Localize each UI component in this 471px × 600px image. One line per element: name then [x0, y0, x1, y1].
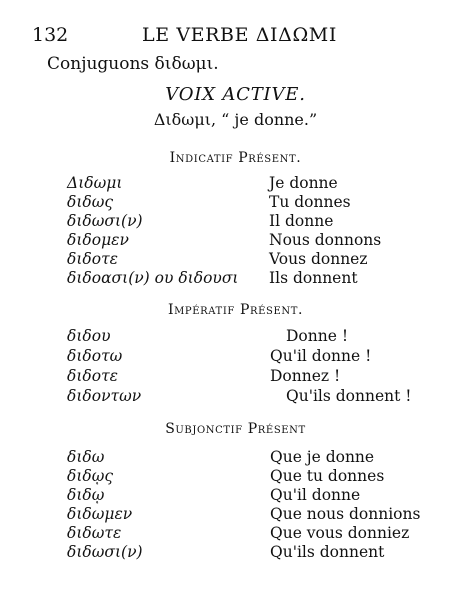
conjugation-row	[0, 505, 471, 525]
french-translation: Ils donnent	[269, 269, 358, 287]
greek-form: διδωσι(ν)	[67, 543, 143, 561]
french-translation: Tu donnes	[269, 193, 351, 211]
french-translation: Je donne	[269, 174, 338, 192]
intro-line: Conjuguons διδωμι.	[47, 54, 219, 74]
greek-form: διδω	[67, 448, 105, 466]
greek-form: διδως	[67, 193, 114, 211]
french-translation: Qu'ils donnent !	[286, 387, 412, 405]
conjugation-row	[0, 193, 471, 213]
greek-form: διδου	[67, 327, 111, 345]
french-translation: Que vous donniez	[270, 524, 410, 542]
conjugation-row	[0, 448, 471, 468]
conjugation-row	[0, 347, 471, 367]
french-translation: Il donne	[269, 212, 334, 230]
french-translation: Donnez !	[270, 367, 341, 385]
page-number: 132	[32, 24, 69, 46]
conjugation-row	[0, 231, 471, 251]
greek-form: διδωτε	[67, 524, 122, 542]
greek-form: διδωσι(ν)	[67, 212, 143, 230]
conjugation-row	[0, 367, 471, 387]
page-header	[32, 24, 442, 50]
conjugation-row	[0, 524, 471, 544]
greek-form: διδομεν	[67, 231, 129, 249]
french-translation: Donne !	[286, 327, 349, 345]
conjugation-row	[0, 486, 471, 506]
conjugation-row	[0, 174, 471, 194]
conjugation-row	[0, 269, 471, 289]
french-translation: Vous donnez	[269, 250, 368, 268]
greek-form: διδωμεν	[67, 505, 133, 523]
greek-form: διδοασι(ν) ου διδουσι	[67, 269, 239, 287]
conjugation-row	[0, 327, 471, 347]
french-translation: Qu'ils donnent	[270, 543, 385, 561]
conjugation-row	[0, 467, 471, 487]
french-translation: Que tu donnes	[270, 467, 385, 485]
french-translation: Que nous donnions	[270, 505, 421, 523]
running-title: LE VERBE ΔΙΔΩΜΙ	[142, 24, 337, 46]
french-translation: Nous donnons	[269, 231, 382, 249]
greek-form: Διδωμι	[67, 174, 123, 192]
conjugation-row	[0, 543, 471, 563]
section-heading-indicatif: Indicatif Présent.	[169, 150, 302, 166]
conjugation-row	[0, 212, 471, 232]
french-translation: Qu'il donne !	[270, 347, 372, 365]
greek-form: διδῳς	[67, 467, 114, 485]
conjugation-row	[0, 250, 471, 270]
section-heading-imperatif: Impératif Présent.	[167, 302, 304, 318]
greek-form: διδοτω	[67, 347, 123, 365]
example-line: Διδωμι, “ je donne.”	[153, 110, 318, 129]
french-translation: Que je donne	[270, 448, 375, 466]
section-heading-subjonctif: Subjonctif Présent	[165, 421, 306, 437]
greek-form: διδῳ	[67, 486, 105, 504]
conjugation-row	[0, 387, 471, 407]
greek-form: διδοτε	[67, 367, 118, 385]
french-translation: Qu'il donne	[270, 486, 361, 504]
voice-title: VOIX ACTIVE.	[165, 84, 306, 105]
greek-form: διδοντων	[67, 387, 142, 405]
greek-form: διδοτε	[67, 250, 118, 268]
